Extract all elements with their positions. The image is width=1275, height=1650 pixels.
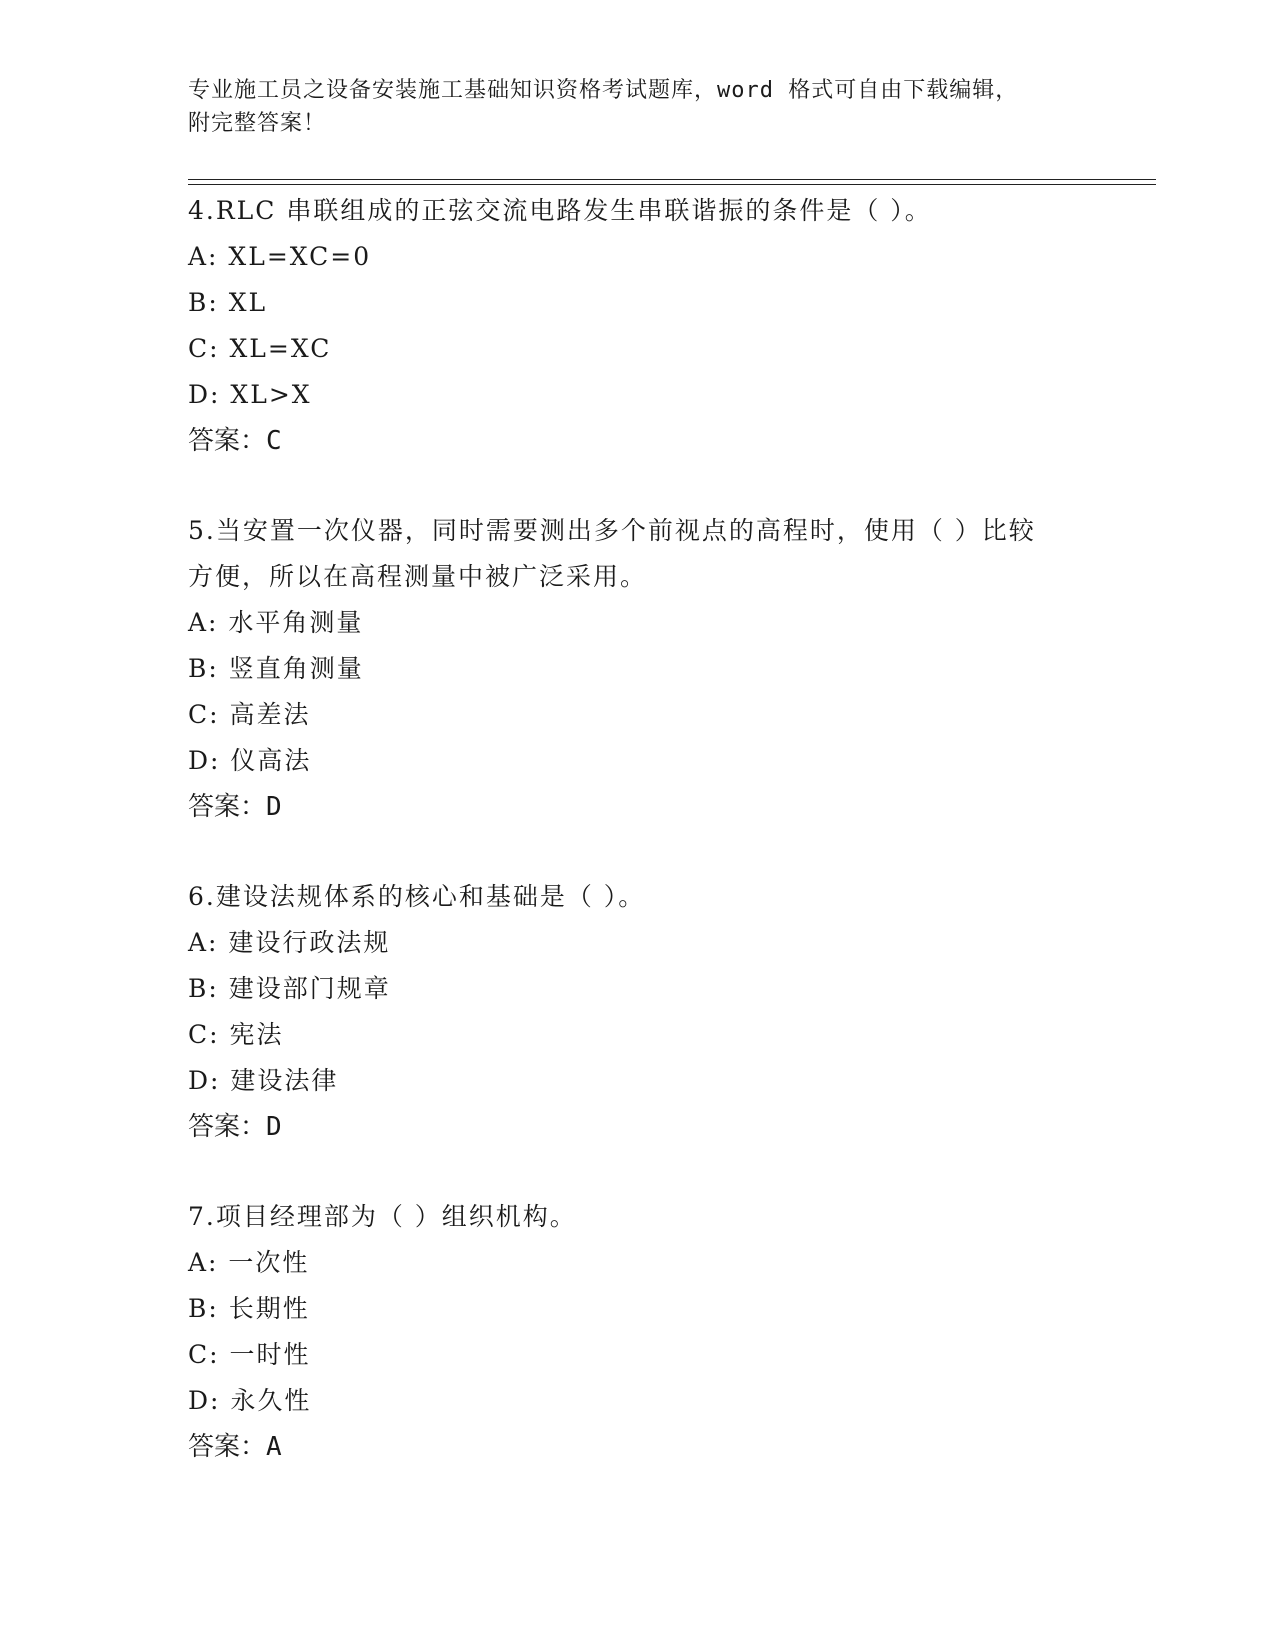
answer-label: 答案： [188, 1112, 267, 1142]
option-d: D: 永久性 [188, 1386, 312, 1415]
option-b: B: 竖直角测量 [188, 654, 364, 683]
question-stem: 5.当安置一次仪器，同时需要测出多个前视点的高程时，使用（ ）比较方便，所以在高程测量中被广泛采用。 [188, 516, 1036, 591]
answer-line [188, 784, 1088, 830]
option-d: D: 建设法律 [188, 1066, 339, 1095]
answer-value: D [266, 1112, 282, 1142]
option-a: A: 建设行政法规 [188, 928, 391, 957]
option-b: B: 长期性 [188, 1294, 310, 1323]
answer-line [188, 1104, 1088, 1150]
option-c: C: 一时性 [188, 1340, 311, 1369]
question-block [188, 188, 1088, 464]
option-d: D: 仪高法 [188, 746, 312, 775]
answer-value: D [266, 792, 282, 822]
option-b: B: XL [188, 288, 268, 317]
answer-label: 答案： [188, 426, 267, 456]
question-block [188, 1194, 1088, 1470]
question-stem: 4.RLC 串联组成的正弦交流电路发生串联谐振的条件是（ ）。 [188, 196, 932, 225]
question-stem: 7.项目经理部为（ ）组织机构。 [188, 1202, 577, 1231]
option-c: C: 宪法 [188, 1020, 284, 1049]
answer-value: A [266, 1432, 282, 1462]
option-b: B: 建设部门规章 [188, 974, 391, 1003]
header-divider-top [188, 179, 1156, 180]
option-c: C: 高差法 [188, 700, 311, 729]
option-a: A: 水平角测量 [188, 608, 364, 637]
answer-line [188, 418, 1088, 464]
answer-value: C [266, 426, 282, 456]
question-block [188, 508, 1088, 830]
question-block [188, 874, 1088, 1150]
option-a: A: 一次性 [188, 1248, 310, 1277]
answer-label: 答案： [188, 1432, 267, 1462]
answer-label: 答案： [188, 792, 267, 822]
option-c: C: XL=XC [188, 334, 332, 363]
option-d: D: XL>X [188, 380, 312, 409]
question-stem: 6.建设法规体系的核心和基础是（ ）。 [188, 882, 646, 911]
header-divider-bottom [188, 184, 1156, 185]
answer-line [188, 1424, 1088, 1470]
document-header: 专业施工员之设备安装施工基础知识资格考试题库，word 格式可自由下载编辑， 附完整答案！ [188, 78, 1019, 136]
option-a: A: XL=XC=0 [188, 242, 372, 271]
